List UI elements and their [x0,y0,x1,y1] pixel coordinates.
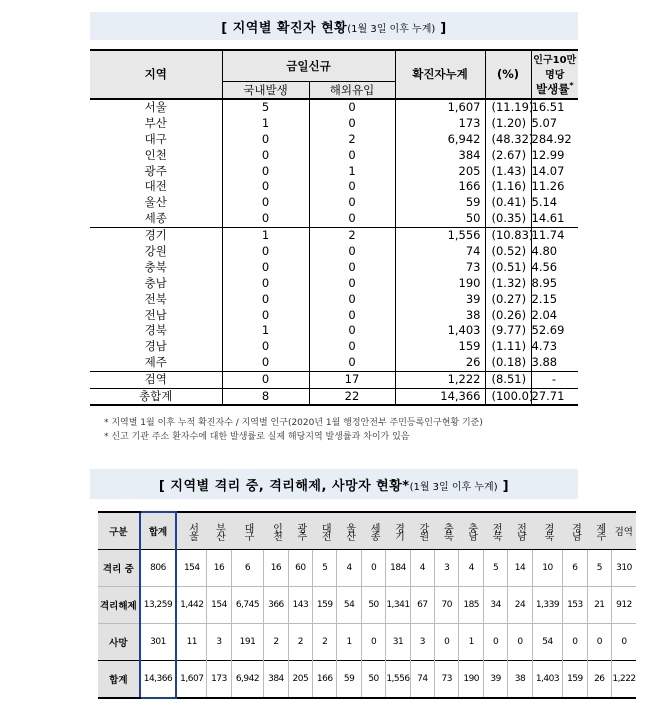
cell-domestic: 0 [222,179,309,195]
region-row [90,195,578,211]
cell-rate: 14.07 [531,163,578,179]
cell-value: 154 [183,563,200,573]
region-row [90,227,578,243]
region-row [90,211,578,227]
header-rate-line1: 인구10만명당 [531,50,578,81]
region-row [90,355,578,371]
section2-title [159,475,509,494]
cell-total: 74 [395,244,485,260]
header-region: 지역 [90,50,222,99]
regional-cases-body [90,99,578,406]
cell-pct: (9.77) [485,323,531,339]
cell-pct: (1.11) [485,339,531,355]
cell-value: 0 [361,550,385,587]
cell-rate: 4.56 [531,259,578,275]
cell-value: 5 [483,550,507,587]
cell-total: 39 [395,291,485,307]
cell-value: 6 [563,550,587,587]
header-region: 제주 [587,512,611,550]
cell-pct: (0.35) [485,211,531,227]
cell-rate: 284.92 [531,131,578,147]
cell-value: 5 [313,550,337,587]
cell-rate: 4.73 [531,339,578,355]
cell-overseas: 0 [309,291,395,307]
cell-total: 173 [395,115,485,131]
cell-rate: 2.04 [531,307,578,323]
header-region: 경북 [532,512,563,550]
region-row [90,115,578,131]
cell-value: 6 [231,550,264,587]
cell-region: 인천 [144,147,167,162]
header-region: 전남 [508,512,532,550]
cell-pct: (2.67) [485,147,531,163]
cell-domestic: 0 [222,147,309,163]
cell-rate: 11.26 [531,179,578,195]
cell-value: 16 [207,550,231,587]
header-region: 대구 [231,512,264,550]
cell-total: 6,942 [395,131,485,147]
cell-region: 서울 [144,99,167,114]
header-region: 부산 [207,512,231,550]
cell-domestic: 1 [222,115,309,131]
footnote-1: * 지역별 1월 이후 누적 확진자수 / 지역별 인구(2020년 1월 행정안전부 주민등록인구현황 기준) [104,418,483,428]
cell-domestic: 5 [222,99,309,116]
cell-value: 205 [288,661,312,699]
cell-domestic: 0 [222,195,309,211]
header-region: 광주 [288,512,312,550]
cell-overseas: 0 [309,259,395,275]
cell-overseas: 0 [309,339,395,355]
cell-region: 충북 [144,259,167,274]
cell-domestic: 8 [222,388,309,405]
cell-total: 301 [140,624,177,661]
cell-pct: (0.18) [485,355,531,371]
header-rate-mark: * [569,81,574,91]
cell-overseas: 0 [309,244,395,260]
cell-value: 384 [264,661,288,699]
cell-value: 34 [483,587,507,624]
row-label: 합계 [98,661,140,699]
cell-total: 159 [395,339,485,355]
header-category: 구분 [98,512,140,550]
cell-total: 1,556 [395,227,485,243]
cell-domestic: 0 [222,211,309,227]
cell-value: 190 [459,661,483,699]
cell-region: 대구 [144,131,167,146]
cell-overseas: 0 [309,307,395,323]
cell-pct: (1.16) [485,179,531,195]
cell-rate: 12.99 [531,147,578,163]
region-row [90,307,578,323]
header-region: 경남 [563,512,587,550]
row-label: 격리해제 [98,587,140,624]
cell-value: 59 [337,661,361,699]
section1-title-main: [ 지역별 확진자 현황 [221,20,348,36]
header-domestic: 국내발생 [222,81,309,99]
cell-overseas: 2 [309,131,395,147]
cell-pct: (0.52) [485,244,531,260]
cell-value: 173 [207,661,231,699]
cell-region: 경기 [90,227,222,243]
cell-total: 1,607 [395,99,485,116]
row-label: 격리 중 [98,550,140,587]
cell-value: 159 [313,587,337,624]
cell-value: 153 [563,587,587,624]
cell-value: 73 [435,661,459,699]
cell-rate: 14.61 [531,211,578,227]
region-row [90,131,578,147]
cell-total: 384 [395,147,485,163]
footnote-2: * 신고 기관 주소 환자수에 대한 발생률로 실제 해당지역 발생률과 차이가 있음 [104,432,410,442]
cell-value: 5 [587,550,611,587]
cell-value: 0 [361,624,385,661]
header-region: 세종 [361,512,385,550]
cell-region: 대전 [144,179,167,194]
header-region: 경기 [386,512,410,550]
cell-total: 806 [140,550,177,587]
region-row [90,388,578,405]
cell-region: 전남 [144,307,167,322]
cell-total: 166 [395,179,485,195]
cell-region: 광주 [144,163,167,178]
cell-value: 0 [483,624,507,661]
cell-value: 3 [435,550,459,587]
cell-value: 0 [563,624,587,661]
header-region: 충북 [435,512,459,550]
cell-overseas: 0 [309,275,395,291]
cell-total: 14,366 [140,661,177,699]
cell-value: 11 [176,624,207,661]
cell-value: 1,341 [386,587,410,624]
cell-total: 59 [395,195,485,211]
cell-overseas: 0 [309,211,395,227]
header-region: 강원 [410,512,434,550]
region-row [90,244,578,260]
cell-value: 0 [587,624,611,661]
cell-domestic: 1 [222,227,309,243]
cell-region: 부산 [144,115,167,130]
cell-domestic: 1 [222,323,309,339]
header-region: 서울 [176,512,207,550]
header-region: 전북 [483,512,507,550]
region-row [90,275,578,291]
cell-rate: 27.71 [531,388,578,405]
cell-pct: (100.0) [485,388,531,405]
cell-rate: 11.74 [531,227,578,243]
regional-cases-table [90,49,578,406]
cell-domestic: 0 [222,275,309,291]
cell-domestic: 0 [222,371,309,388]
cell-value: 0 [435,624,459,661]
section1-title-sub: (1월 3일 이후 누계) [347,23,436,35]
cell-value: 26 [587,661,611,699]
cell-value: 50 [361,587,385,624]
cell-overseas: 0 [309,355,395,371]
footnotes [104,416,483,444]
cell-overseas: 0 [309,179,395,195]
status-row [98,624,636,661]
cell-overseas: 1 [309,163,395,179]
region-row [90,291,578,307]
cell-domestic: 0 [222,131,309,147]
cell-total: 14,366 [395,388,485,405]
cell-overseas: 2 [309,227,395,243]
cell-region: 울산 [144,195,167,210]
cell-value: 2 [288,624,312,661]
header-overseas: 해외유입 [309,81,395,99]
header-quarantine: 검역 [612,512,636,550]
cell-value: 1,222 [612,661,636,699]
cell-value: 24 [508,587,532,624]
region-row [90,163,578,179]
cell-domestic: 0 [222,291,309,307]
cell-region: 제주 [144,355,167,370]
header-region: 대전 [313,512,337,550]
cell-pct: (0.51) [485,259,531,275]
cell-total: 190 [395,275,485,291]
cell-domestic: 0 [222,244,309,260]
status-row [98,587,636,624]
cell-pct: (1.43) [485,163,531,179]
cell-value: 154 [207,587,231,624]
header-region: 울산 [337,512,361,550]
cell-pct: (1.32) [485,275,531,291]
cell-value: 6,942 [231,661,264,699]
cell-value: 50 [361,661,385,699]
cell-value: 1,403 [532,661,563,699]
cell-region: 세종 [144,211,167,226]
cell-region: 경남 [144,339,167,354]
cell-total: 1,403 [395,323,485,339]
cell-domestic: 0 [222,339,309,355]
cell-value: 1 [337,624,361,661]
cell-value: 159 [563,661,587,699]
cell-value: 10 [532,550,563,587]
cell-domestic: 0 [222,163,309,179]
cell-region: 강원 [144,243,167,258]
cell-pct: (1.20) [485,115,531,131]
region-row [90,371,578,388]
cell-rate: - [531,371,578,388]
region-row [90,99,578,116]
cell-rate: 5.07 [531,115,578,131]
cell-value: 0 [508,624,532,661]
section2-title-sub: (1월 3일 이후 누계) [409,481,498,493]
header-percent: (%) [485,50,531,99]
cell-pct: (0.27) [485,291,531,307]
cell-rate: 5.14 [531,195,578,211]
cell-value: 1,556 [386,661,410,699]
header-total: 합계 [140,512,177,550]
cell-value: 1,442 [176,587,207,624]
region-row [90,147,578,163]
section2-title-main: [ 지역별 격리 중, 격리해제, 사망자 현황* [158,478,410,494]
cell-overseas: 0 [309,195,395,211]
cell-domestic: 0 [222,307,309,323]
cell-overseas: 17 [309,371,395,388]
cell-value: 912 [612,587,636,624]
cell-total: 1,222 [395,371,485,388]
region-row [90,323,578,339]
cell-domestic: 0 [222,355,309,371]
header-region: 인천 [264,512,288,550]
status-row [98,550,636,587]
cell-value: 21 [587,587,611,624]
cell-value: 3 [410,624,434,661]
cell-pct: (0.26) [485,307,531,323]
header-region: 충남 [459,512,483,550]
cell-value: 74 [410,661,434,699]
isolation-status-body [98,550,636,699]
cell-total: 26 [395,355,485,371]
cell-value: 70 [435,587,459,624]
cell-region: 경북 [144,323,167,338]
cell-total: 13,259 [140,587,177,624]
cell-value: 4 [337,550,361,587]
section2-title-close: ] [497,478,510,494]
cell-value: 3 [207,624,231,661]
header-rate-line2 [531,81,578,99]
section2-title-bar [90,469,578,499]
cell-value: 14 [508,550,532,587]
cell-total: 205 [395,163,485,179]
cell-value: 143 [288,587,312,624]
cell-value: 191 [231,624,264,661]
section1-title-close: ] [435,20,447,36]
cell-value: 39 [483,661,507,699]
cell-value: 54 [337,587,361,624]
cell-rate: 16.51 [531,99,578,116]
cell-overseas: 22 [309,388,395,405]
cell-value: 54 [532,624,563,661]
cell-total: 50 [395,211,485,227]
row-label: 사망 [98,624,140,661]
cell-region: 총합계 [90,388,222,405]
cell-rate: 2.15 [531,291,578,307]
cell-pct: (11.19) [485,99,531,116]
cell-pct: (10.83) [485,227,531,243]
cell-total: 38 [395,307,485,323]
cell-region: 충남 [144,275,167,290]
cell-overseas: 0 [309,99,395,116]
cell-value: 16 [264,550,288,587]
cell-total: 73 [395,259,485,275]
section1-title [221,17,446,36]
cell-rate: 8.95 [531,275,578,291]
cell-overseas: 0 [309,115,395,131]
header-today-new: 금일신규 [222,50,395,81]
isolation-status-table [98,511,636,699]
cell-value: 31 [386,624,410,661]
cell-value: 4 [459,550,483,587]
cell-value: 67 [410,587,434,624]
status-row [98,661,636,699]
cell-value: 185 [459,587,483,624]
cell-pct: (48.32) [485,131,531,147]
cell-domestic: 0 [222,259,309,275]
cell-value: 1 [459,624,483,661]
isolation-header-row [98,512,636,550]
cell-rate: 52.69 [531,323,578,339]
region-row [90,179,578,195]
cell-rate: 3.88 [531,355,578,371]
cell-pct: (0.41) [485,195,531,211]
cell-value: 184 [386,550,410,587]
cell-value: 6,745 [231,587,264,624]
cell-value: 2 [313,624,337,661]
cell-overseas: 0 [309,323,395,339]
region-row [90,339,578,355]
cell-overseas: 0 [309,147,395,163]
cell-value: 0 [612,624,636,661]
cell-value: 2 [264,624,288,661]
cell-value: 60 [288,550,312,587]
cell-value: 366 [264,587,288,624]
cell-region: 전북 [144,291,167,306]
section1-title-bar [90,12,578,40]
header-cumulative: 확진자누계 [395,50,485,99]
cell-value: 38 [508,661,532,699]
cell-value: 4 [410,550,434,587]
cell-value: 1,607 [176,661,207,699]
header-rate-label: 발생률 [535,82,570,97]
region-row [90,259,578,275]
cell-region: 검역 [90,371,222,388]
cell-value: 310 [612,550,636,587]
cell-value: 166 [313,661,337,699]
cell-rate: 4.80 [531,244,578,260]
cell-pct: (8.51) [485,371,531,388]
cell-value: 1,339 [532,587,563,624]
